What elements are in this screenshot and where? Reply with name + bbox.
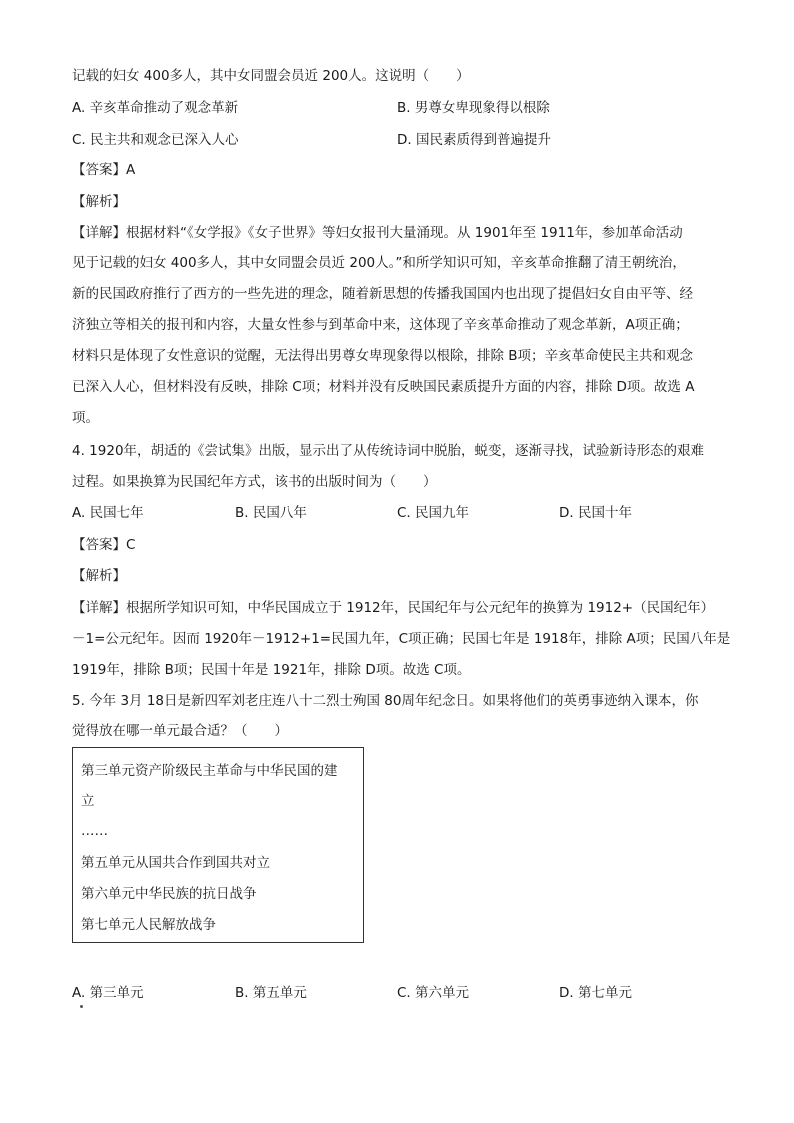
q3-detail-line-7: 项。 — [72, 410, 99, 426]
q5-option-a: A. 第三单元 — [72, 985, 144, 1001]
q3-analysis-label: 【解析】 — [72, 194, 126, 210]
q5-option-d: D. 第七单元 — [559, 985, 632, 1001]
q4-option-c: C. 民国九年 — [397, 505, 470, 521]
q4-detail-line-2: －1=公元纪年。因而 1920年－1912+1=民国九年，C项正确；民国七年是 1918年，排除 A项；民国八年是 — [72, 631, 731, 647]
q5-stem-line-1: 5. 今年 3月 18日是新四军刘老庄连八十二烈士殉国 80周年纪念日。如果将他们的英勇事迹纳入课本，你 — [72, 693, 699, 709]
q5-option-b: B. 第五单元 — [235, 985, 307, 1001]
q3-option-d: D. 国民素质得到普遍提升 — [397, 132, 551, 148]
q5-box-line-2: 立 — [81, 793, 95, 809]
q4-option-b: B. 民国八年 — [235, 505, 307, 521]
q4-answer: 【答案】C — [72, 537, 136, 553]
q4-detail-line-1: 【详解】根据所学知识可知，中华民国成立于 1912年，民国纪年与公元纪年的换算为 1912+（民国纪年） — [72, 600, 715, 616]
q3-option-a: A. 辛亥革命推动了观念革新 — [72, 100, 239, 116]
q5-option-c: C. 第六单元 — [397, 985, 470, 1001]
q5-box-line-4: 第五单元从国共合作到国共对立 — [81, 855, 270, 871]
q3-option-b: B. 男尊女卑现象得以根除 — [397, 100, 550, 116]
q4-stem-line-2: 过程。如果换算为民国纪年方式，该书的出版时间为（ ） — [72, 474, 437, 490]
q5-box-line-1: 第三单元资产阶级民主革命与中华民国的建 — [81, 763, 338, 779]
q3-detail-line-1: 【详解】根据材料“《女学报》《女子世界》等妇女报刊大量涌现。从 1901年至 1911年，参加革命活动 — [72, 225, 683, 241]
q3-detail-line-3: 新的民国政府推行了西方的一些先进的理念，随着新思想的传播我国国内也出现了提倡妇女自由平等、经 — [72, 286, 693, 302]
q3-option-c: C. 民主共和观念已深入人心 — [72, 132, 239, 148]
q4-option-d: D. 民国十年 — [559, 505, 632, 521]
q3-detail-line-5: 材料只是体现了女性意识的觉醒，无法得出男尊女卑现象得以根除，排除 B项；辛亥革命使民主共和观念 — [72, 348, 694, 364]
q4-analysis-label: 【解析】 — [72, 568, 126, 584]
q4-detail-line-3: 1919年，排除 B项；民国十年是 1921年，排除 D项。故选 C项。 — [72, 662, 471, 678]
q3-detail-line-6: 已深入人心，但材料没有反映，排除 C项；材料并没有反映国民素质提升方面的内容，排除 D项。故选 A — [72, 379, 695, 395]
q5-box-line-3: …… — [81, 823, 108, 839]
stray-mark — [80, 1005, 83, 1008]
q3-answer: 【答案】A — [72, 162, 136, 178]
q5-stem-line-2: 觉得放在哪一单元最合适？（ ） — [72, 723, 288, 739]
q3-detail-line-2: 见于记载的妇女 400多人，其中女同盟会员近 200人。”和所学知识可知，辛亥革命推翻了清王朝统治， — [72, 255, 686, 271]
q3-stem-tail: 记载的妇女 400多人，其中女同盟会员近 200人。这说明（ ） — [72, 68, 470, 84]
q4-stem-line-1: 4. 1920年，胡适的《尝试集》出版，显示出了从传统诗词中脱胎，蜕变，逐渐寻找，试验新诗形态的艰难 — [72, 443, 705, 459]
q4-option-a: A. 民国七年 — [72, 505, 144, 521]
q5-unit-box — [72, 747, 364, 943]
q5-box-line-6: 第七单元人民解放战争 — [81, 917, 216, 933]
q3-detail-line-4: 济独立等相关的报刊和内容，大量女性参与到革命中来，这体现了辛亥革命推动了观念革新，A项正确； — [72, 317, 689, 333]
q5-box-line-5: 第六单元中华民族的抗日战争 — [81, 886, 257, 902]
